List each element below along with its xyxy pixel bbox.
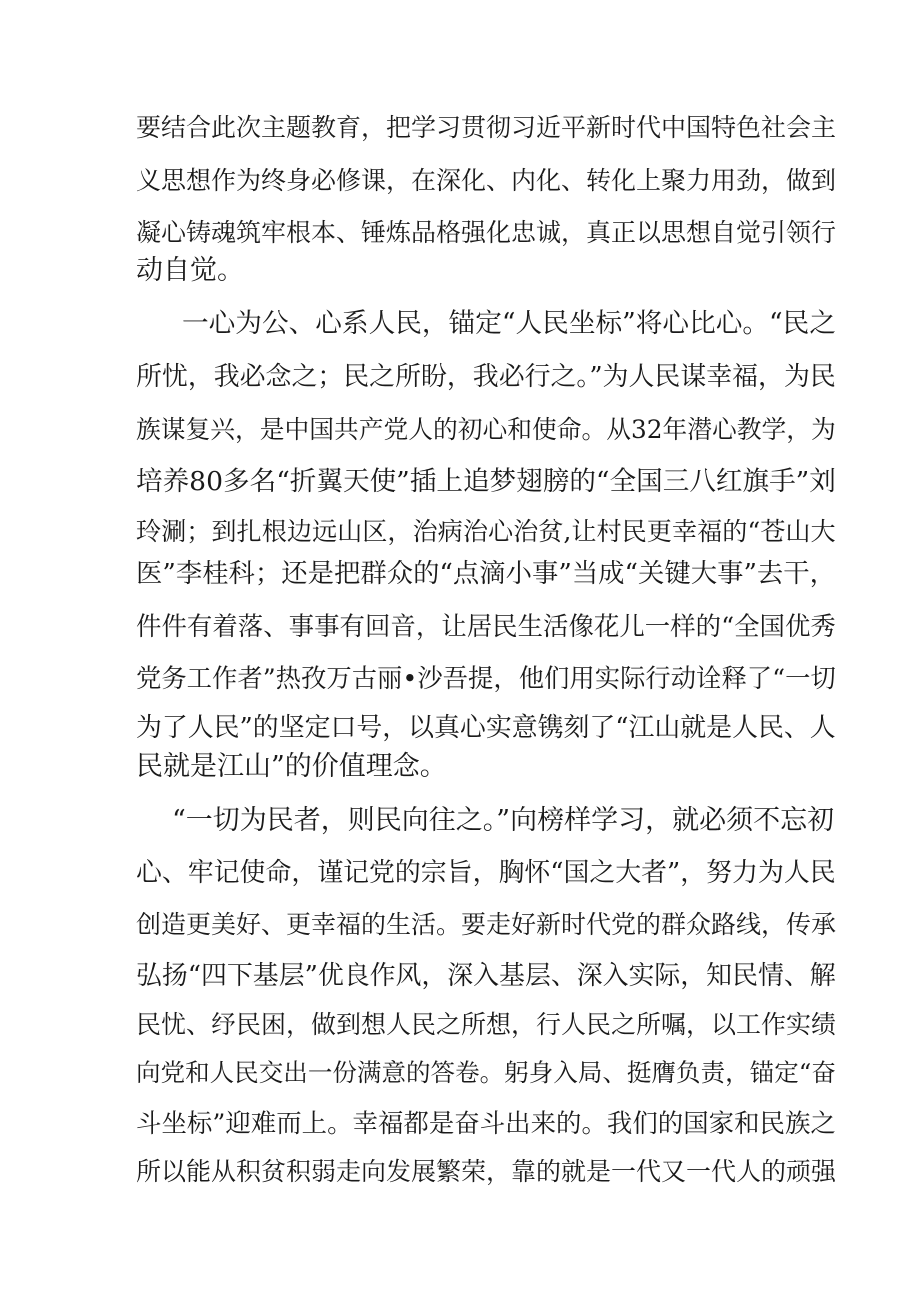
text-line: 义思想作为终身必修课，在深化、内化、转化上聚力用劲，做到 [136, 166, 837, 195]
text-line: “一切为民者，则民向往之。”向榜样学习，就必须不忘初 [172, 805, 835, 836]
text-line: 斗坐标”迎难而上。幸福都是奋斗出来的。我们的国家和民族之 [136, 1108, 836, 1138]
text-line: 向党和人民交出一份满意的答卷。躬身入局、挺膺负责，锚定“奋 [136, 1058, 836, 1087]
text-line: 动自觉。 [136, 255, 244, 286]
text-line: 创造更美好、更幸福的生活。要走好新时代党的群众路线，传承 [136, 910, 837, 939]
text-line: 为了人民”的坚定口号，以真心实意镌刻了“江山就是人民、人 [136, 713, 836, 743]
text-line: 族谋复兴，是中国共产党人的初心和使命。从32年潜心教学，为 [136, 415, 836, 444]
text-line: 要结合此次主题教育，把学习贯彻习近平新时代中国特色社会主 [136, 113, 837, 142]
text-line: 培养80多名“折翼天使”插上追梦翅膀的“全国三八红旗手”刘 [136, 466, 836, 497]
text-line: 民就是江山”的价值理念。 [136, 751, 447, 782]
text-line: 玲涮；到扎根边远山区，治病治心治贫,让村民更幸福的“苍山大 [136, 517, 836, 546]
text-line: 件件有着落、事事有回音，让居民生活像花儿一样的“全国优秀 [136, 611, 836, 641]
text-line: 所以能从积贫积弱走向发展繁荣，靠的就是一代又一代人的顽强 [136, 1157, 837, 1186]
text-line: 凝心铸魂筑牢根本、锤炼品格强化忠诚，真正以思想自觉引领行 [136, 218, 837, 247]
text-line: 一心为公、心系人民，锚定“人民坐标”将心比心。“民之 [182, 308, 836, 339]
text-line: 弘扬“四下基层”优良作风，深入基层、深入实际，知民情、解 [136, 961, 836, 991]
text-line: 党务工作者”热孜万古丽•沙吾提，他们用实际行动诠释了“一切 [136, 663, 836, 693]
text-line: 所忧，我必念之；民之所盼，我必行之。”为人民谋幸福，为民 [136, 362, 836, 392]
text-line: 民忧、纾民困，做到想人民之所想，行人民之所嘱，以工作实绩 [136, 1010, 837, 1039]
text-line: 医”李桂科；还是把群众的“点滴小事”当成“关键大事”去干， [136, 559, 837, 589]
text-line: 心、牢记使命，谨记党的宗旨，胸怀“国之大者”，努力为人民 [136, 858, 836, 888]
